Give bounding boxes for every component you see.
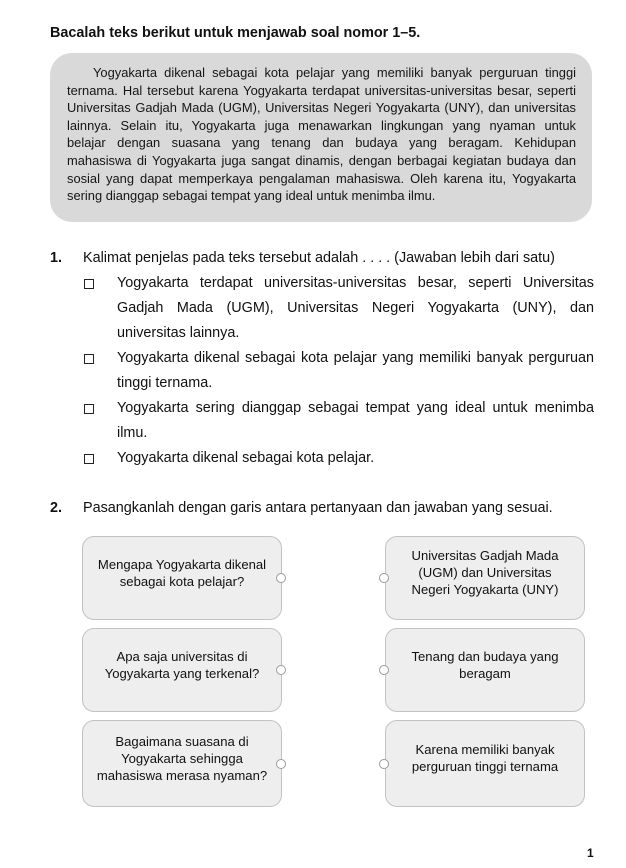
card-line: (UGM) dan Universitas [418,565,552,580]
option-line: Yogyakarta sering dianggap sebagai tempat yang ideal untuk menimba [117,400,594,416]
option-line: tinggi ternama. [117,375,213,391]
answer-checkbox[interactable] [84,354,94,364]
connector-dot[interactable] [276,665,286,675]
question-2-prompt: Pasangkanlah dengan garis antara pertanyaan dan jawaban yang sesuai. [83,499,553,516]
card-line: mahasiswa merasa nyaman? [96,767,268,783]
option-line: ilmu. [117,425,148,441]
option-line: Gadjah Mada (UGM), Universitas Negeri Yogyakarta (UNY), dan [117,300,594,316]
match-question-card-3 [82,720,282,807]
answer-option-1 [0,271,626,346]
passage-line: ternama. Hal tersebut karena Yogyakarta terdapat universitas-universitas besar, seperti [67,82,576,98]
passage-line: lainnya. Selain itu, Yogyakarta juga menawarkan lingkungan yang nyaman untuk [67,117,576,133]
question-1-prompt: Kalimat penjelas pada teks tersebut adalah . . . . (Jawaban lebih dari satu) [83,249,555,266]
connector-dot[interactable] [276,573,286,583]
instruction-heading: Bacalah teks berikut untuk menjawab soal nomor 1–5. [50,25,421,41]
answer-checkbox[interactable] [84,279,94,289]
option-line: Yogyakarta terdapat universitas-universitas besar, seperti Universitas [117,275,594,291]
passage-line: Yogyakarta dikenal sebagai kota pelajar yang memiliki banyak perguruan tinggi [93,65,576,80]
answer-checkbox[interactable] [84,454,94,464]
card-line: Apa saja universitas di [116,648,248,664]
card-line: beragam [459,665,511,681]
passage-line: sering dianggap sebagai tempat yang ideal untuk menimba ilmu. [67,188,436,204]
option-line: universitas lainnya. [117,325,240,341]
connector-dot[interactable] [379,665,389,675]
connector-dot[interactable] [379,573,389,583]
answer-option-2 [0,346,626,396]
answer-option-4 [0,446,626,471]
card-line: Mengapa Yogyakarta dikenal [97,556,267,572]
option-text [117,346,594,396]
option-line: Yogyakarta dikenal sebagai kota pelajar yang memiliki banyak perguruan [117,350,594,366]
option-line: Yogyakarta dikenal sebagai kota pelajar. [117,450,375,466]
connector-dot[interactable] [379,759,389,769]
connector-dot[interactable] [276,759,286,769]
card-line: Bagaimana suasana di [115,733,249,749]
card-line: Karena memiliki banyak [415,742,555,757]
page-number: 1 [587,846,594,860]
passage-line: belajar dengan suasana yang tenang dan budaya yang beragam. Kehidupan [67,135,576,151]
option-text [117,446,594,471]
card-line: Tenang dan budaya yang [411,648,559,664]
question-1-number: 1. [50,249,63,266]
match-question-card-1 [82,536,282,620]
card-line: Universitas Gadjah Mada [411,548,559,563]
passage-line: Universitas Gadjah Mada (UGM), Universitas Negeri Yogyakarta (UNY), dan universitas [67,100,576,116]
reading-passage-box [50,53,592,222]
option-text [117,271,594,346]
answer-checkbox[interactable] [84,404,94,414]
card-line: perguruan tinggi ternama [411,759,559,774]
match-answer-card-3 [385,720,585,807]
question-2-number: 2. [50,499,63,516]
match-answer-card-2 [385,628,585,712]
reading-passage-text [67,64,576,205]
match-answer-card-1 [385,536,585,620]
card-line: Yogyakarta yang terkenal? [104,665,260,681]
question-1-options [0,271,626,471]
card-line: Negeri Yogyakarta (UNY) [411,582,559,597]
passage-line: sosial yang dapat memperkaya pengalaman mahasiswa. Oleh karena itu, Yogyakarta [67,170,576,186]
option-text [117,396,594,446]
passage-line: mahasiswa di Yogyakarta juga sangat dinamis, dengan berbagai kegiatan budaya dan [67,152,576,168]
card-line: Yogyakarta sehingga [121,750,243,766]
answer-option-3 [0,396,626,446]
match-question-card-2 [82,628,282,712]
card-line: sebagai kota pelajar? [119,573,245,589]
